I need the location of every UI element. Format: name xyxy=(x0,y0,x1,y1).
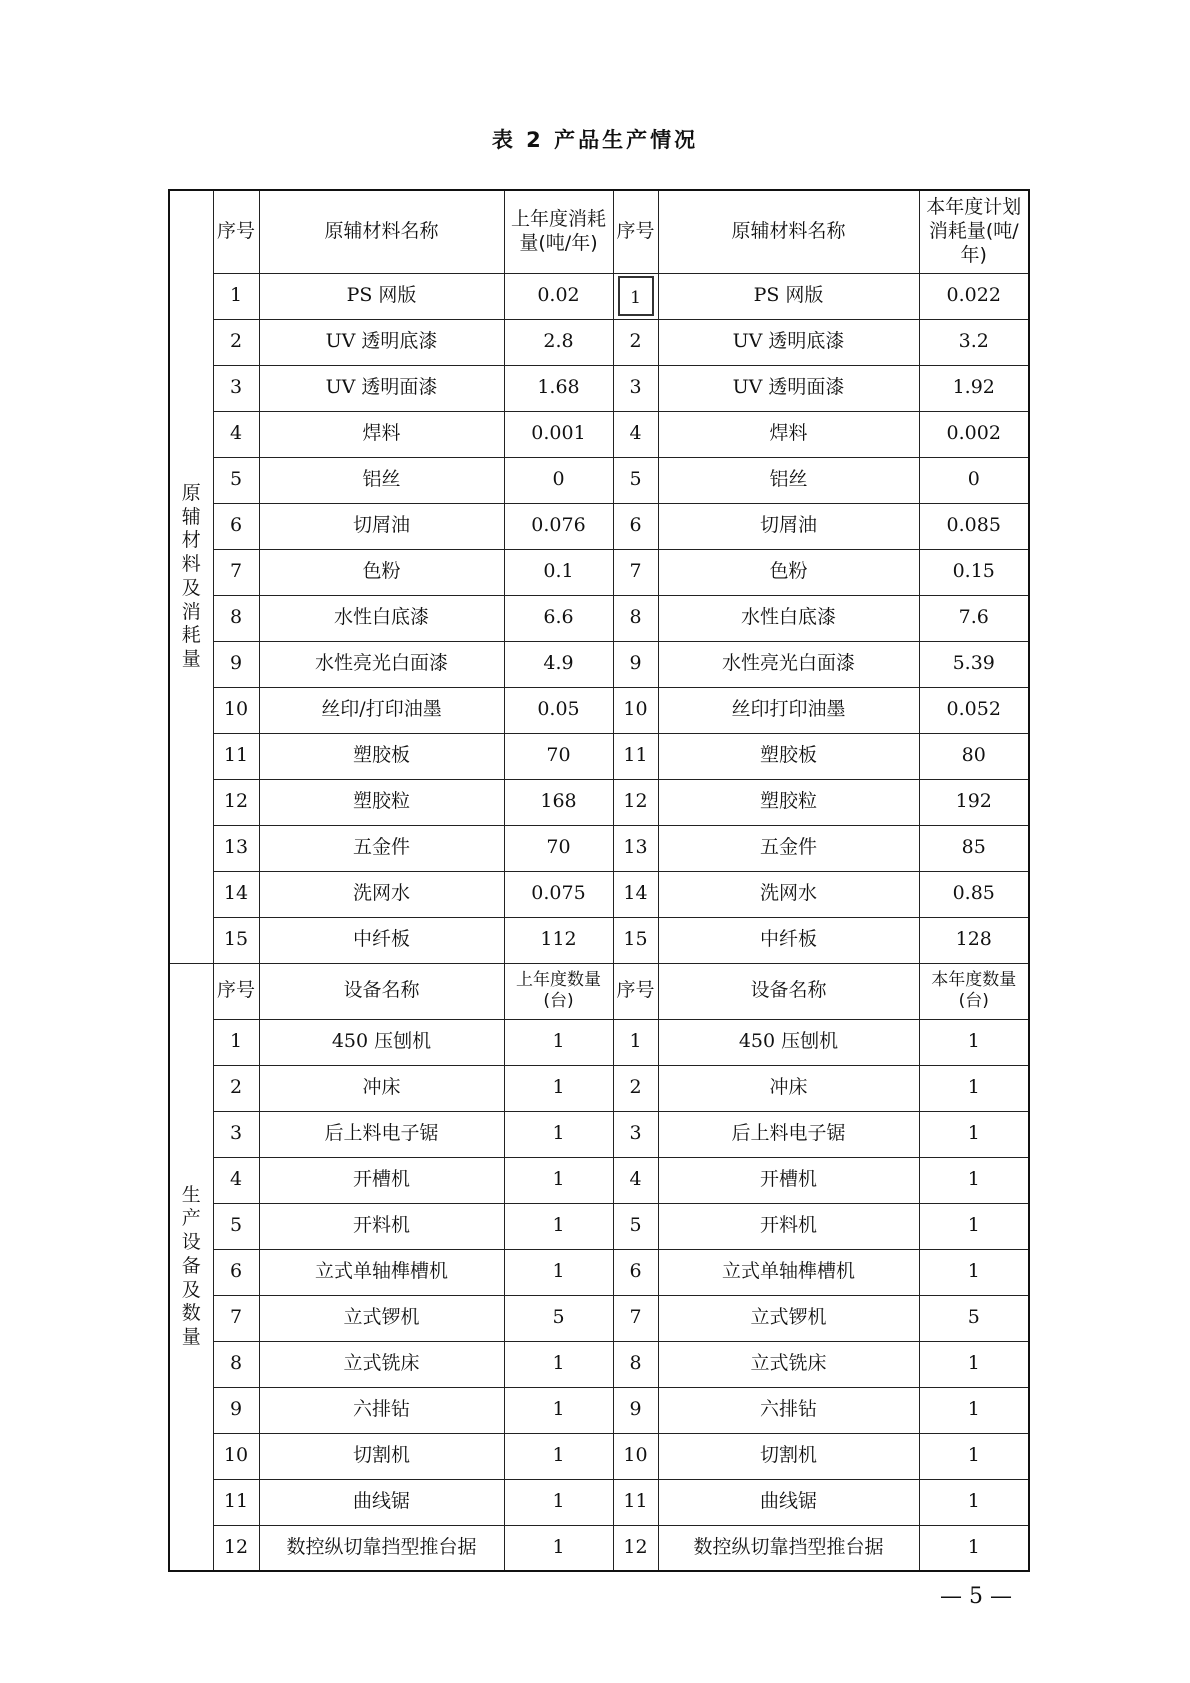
planned-value: 80 xyxy=(919,733,1029,779)
table-row xyxy=(169,1111,1029,1157)
last-year-quantity: 5 xyxy=(504,1295,613,1341)
equipment-header-row xyxy=(169,963,1029,1019)
header-seq: 序号 xyxy=(613,190,658,273)
material-name: 水性亮光白面漆 xyxy=(259,641,504,687)
equipment-name: 立式单轴榫槽机 xyxy=(658,1249,919,1295)
row-seq: 13 xyxy=(213,825,259,871)
material-name: 五金件 xyxy=(658,825,919,871)
material-name: 中纤板 xyxy=(658,917,919,963)
material-name: UV 透明底漆 xyxy=(658,319,919,365)
row-seq: 3 xyxy=(213,365,259,411)
header-this-year-quantity: 本年度数量(台) xyxy=(919,963,1029,1019)
material-name: UV 透明面漆 xyxy=(259,365,504,411)
side-label-char: 产 xyxy=(181,1207,201,1230)
row-seq: 8 xyxy=(213,1341,259,1387)
last-year-value: 0.075 xyxy=(504,871,613,917)
table-row xyxy=(169,1295,1029,1341)
row-seq: 3 xyxy=(613,365,658,411)
equipment-name: 六排钻 xyxy=(658,1387,919,1433)
header-material-name: 原辅材料名称 xyxy=(259,190,504,273)
header-last-year-consumption: 上年度消耗量(吨/年) xyxy=(504,190,613,273)
equipment-name: 立式铣床 xyxy=(259,1341,504,1387)
side-label-char: 量 xyxy=(181,1326,201,1349)
this-year-quantity: 1 xyxy=(919,1249,1029,1295)
header-equipment-name: 设备名称 xyxy=(658,963,919,1019)
side-label-char: 数 xyxy=(181,1302,201,1325)
equipment-name: 立式单轴榫槽机 xyxy=(259,1249,504,1295)
material-name: 铝丝 xyxy=(658,457,919,503)
this-year-quantity: 1 xyxy=(919,1111,1029,1157)
material-name: 色粉 xyxy=(658,549,919,595)
row-seq: 3 xyxy=(613,1111,658,1157)
row-seq: 9 xyxy=(213,1387,259,1433)
page-number: — 5 — xyxy=(940,1584,1012,1609)
last-year-quantity: 1 xyxy=(504,1111,613,1157)
side-label-char: 辅 xyxy=(181,505,201,528)
planned-value: 0.002 xyxy=(919,411,1029,457)
table-row xyxy=(169,595,1029,641)
row-seq: 8 xyxy=(613,1341,658,1387)
header-planned-consumption: 本年度计划消耗量(吨/年) xyxy=(919,190,1029,273)
equipment-name: 开料机 xyxy=(658,1203,919,1249)
row-seq: 15 xyxy=(613,917,658,963)
material-name: 切屑油 xyxy=(259,503,504,549)
material-name: 塑胶粒 xyxy=(658,779,919,825)
row-seq: 4 xyxy=(613,1157,658,1203)
highlighted-seq-box: 1 xyxy=(618,276,654,316)
material-name: 焊料 xyxy=(259,411,504,457)
last-year-value: 4.9 xyxy=(504,641,613,687)
row-seq: 7 xyxy=(613,549,658,595)
materials-header-row xyxy=(169,190,1029,273)
table-row xyxy=(169,733,1029,779)
this-year-quantity: 1 xyxy=(919,1157,1029,1203)
equipment-name: 曲线锯 xyxy=(259,1479,504,1525)
planned-value: 0.052 xyxy=(919,687,1029,733)
last-year-value: 112 xyxy=(504,917,613,963)
header-equipment-name: 设备名称 xyxy=(259,963,504,1019)
equipment-name: 冲床 xyxy=(658,1065,919,1111)
side-label-char: 料 xyxy=(181,553,201,575)
row-seq: 7 xyxy=(213,1295,259,1341)
last-year-quantity: 1 xyxy=(504,1249,613,1295)
header-last-year-quantity: 上年度数量(台) xyxy=(504,963,613,1019)
side-label-char: 生 xyxy=(181,1183,201,1206)
planned-value: 85 xyxy=(919,825,1029,871)
side-label-char: 及 xyxy=(181,1278,201,1301)
material-name: 水性亮光白面漆 xyxy=(658,641,919,687)
row-seq: 5 xyxy=(213,457,259,503)
table-row xyxy=(169,1203,1029,1249)
equipment-name: 冲床 xyxy=(259,1065,504,1111)
last-year-value: 70 xyxy=(504,825,613,871)
last-year-quantity: 1 xyxy=(504,1203,613,1249)
side-label-char: 备 xyxy=(181,1254,201,1277)
table-row xyxy=(169,319,1029,365)
row-seq: 10 xyxy=(613,687,658,733)
equipment-name: 曲线锯 xyxy=(658,1479,919,1525)
side-label-char: 耗 xyxy=(181,624,201,647)
table-row xyxy=(169,917,1029,963)
table-row xyxy=(169,687,1029,733)
equipment-name: 切割机 xyxy=(259,1433,504,1479)
equipment-name: 开槽机 xyxy=(658,1157,919,1203)
last-year-quantity: 1 xyxy=(504,1065,613,1111)
material-name: UV 透明底漆 xyxy=(259,319,504,365)
side-label-char: 材 xyxy=(181,529,201,552)
planned-value: 192 xyxy=(919,779,1029,825)
table-row xyxy=(169,1479,1029,1525)
last-year-value: 1.68 xyxy=(504,365,613,411)
last-year-value: 168 xyxy=(504,779,613,825)
row-seq: 10 xyxy=(213,687,259,733)
row-seq: 11 xyxy=(213,1479,259,1525)
planned-value: 0.85 xyxy=(919,871,1029,917)
equipment-name: 数控纵切靠挡型推台据 xyxy=(658,1525,919,1571)
table-row xyxy=(169,641,1029,687)
material-name: PS 网版 xyxy=(658,273,919,319)
equipment-name: 开槽机 xyxy=(259,1157,504,1203)
this-year-quantity: 1 xyxy=(919,1341,1029,1387)
this-year-quantity: 1 xyxy=(919,1019,1029,1065)
material-name: 焊料 xyxy=(658,411,919,457)
production-table xyxy=(168,189,1030,1572)
last-year-quantity: 1 xyxy=(504,1019,613,1065)
material-name: 丝印打印油墨 xyxy=(658,687,919,733)
row-seq: 15 xyxy=(213,917,259,963)
equipment-name: 450 压刨机 xyxy=(658,1019,919,1065)
table-row xyxy=(169,273,1029,319)
table-row xyxy=(169,1433,1029,1479)
section-side-label xyxy=(169,190,213,963)
material-name: PS 网版 xyxy=(259,273,504,319)
row-seq: 11 xyxy=(213,733,259,779)
side-label-char: 设 xyxy=(181,1231,201,1254)
planned-value: 128 xyxy=(919,917,1029,963)
table-row xyxy=(169,779,1029,825)
row-seq: 1 xyxy=(613,1019,658,1065)
table-row xyxy=(169,411,1029,457)
last-year-value: 0.1 xyxy=(504,549,613,595)
planned-value: 1.92 xyxy=(919,365,1029,411)
last-year-value: 0.001 xyxy=(504,411,613,457)
last-year-quantity: 1 xyxy=(504,1387,613,1433)
row-seq: 9 xyxy=(613,641,658,687)
planned-value: 0.022 xyxy=(919,273,1029,319)
row-seq: 6 xyxy=(613,503,658,549)
material-name: 塑胶板 xyxy=(259,733,504,779)
side-label-char: 量 xyxy=(181,648,201,670)
this-year-quantity: 1 xyxy=(919,1065,1029,1111)
material-name: 洗网水 xyxy=(259,871,504,917)
row-seq: 11 xyxy=(613,733,658,779)
row-seq: 13 xyxy=(613,825,658,871)
material-name: UV 透明面漆 xyxy=(658,365,919,411)
material-name: 塑胶粒 xyxy=(259,779,504,825)
table-row xyxy=(169,1019,1029,1065)
equipment-name: 立式铣床 xyxy=(658,1341,919,1387)
table-row xyxy=(169,871,1029,917)
this-year-quantity: 5 xyxy=(919,1295,1029,1341)
material-name: 水性白底漆 xyxy=(658,595,919,641)
table-row xyxy=(169,1157,1029,1203)
row-seq: 8 xyxy=(613,595,658,641)
header-seq: 序号 xyxy=(613,963,658,1019)
last-year-value: 0.05 xyxy=(504,687,613,733)
row-seq xyxy=(613,273,658,319)
row-seq: 9 xyxy=(613,1387,658,1433)
table-row xyxy=(169,825,1029,871)
this-year-quantity: 1 xyxy=(919,1479,1029,1525)
equipment-name: 数控纵切靠挡型推台据 xyxy=(259,1525,504,1571)
row-seq: 4 xyxy=(613,411,658,457)
row-seq: 1 xyxy=(213,1019,259,1065)
last-year-value: 0 xyxy=(504,457,613,503)
material-name: 中纤板 xyxy=(259,917,504,963)
table-row xyxy=(169,1525,1029,1571)
row-seq: 14 xyxy=(213,871,259,917)
material-name: 水性白底漆 xyxy=(259,595,504,641)
equipment-name: 立式锣机 xyxy=(658,1295,919,1341)
table-row xyxy=(169,457,1029,503)
last-year-quantity: 1 xyxy=(504,1525,613,1571)
last-year-value: 2.8 xyxy=(504,319,613,365)
row-seq: 2 xyxy=(613,319,658,365)
planned-value: 7.6 xyxy=(919,595,1029,641)
side-label-char: 原 xyxy=(181,481,201,504)
row-seq: 8 xyxy=(213,595,259,641)
last-year-quantity: 1 xyxy=(504,1433,613,1479)
equipment-name: 立式锣机 xyxy=(259,1295,504,1341)
planned-value: 3.2 xyxy=(919,319,1029,365)
equipment-name: 450 压刨机 xyxy=(259,1019,504,1065)
row-seq: 2 xyxy=(613,1065,658,1111)
row-seq: 5 xyxy=(613,457,658,503)
table-row xyxy=(169,549,1029,595)
planned-value: 5.39 xyxy=(919,641,1029,687)
header-seq: 序号 xyxy=(213,190,259,273)
header-material-name: 原辅材料名称 xyxy=(658,190,919,273)
equipment-name: 六排钻 xyxy=(259,1387,504,1433)
row-seq: 10 xyxy=(613,1433,658,1479)
row-seq: 2 xyxy=(213,319,259,365)
this-year-quantity: 1 xyxy=(919,1525,1029,1571)
this-year-quantity: 1 xyxy=(919,1203,1029,1249)
row-seq: 5 xyxy=(213,1203,259,1249)
table-row xyxy=(169,365,1029,411)
table-title: 表 2 产品生产情况 xyxy=(491,128,699,152)
section-side-label xyxy=(169,963,213,1571)
row-seq: 2 xyxy=(213,1065,259,1111)
row-seq: 14 xyxy=(613,871,658,917)
material-name: 色粉 xyxy=(259,549,504,595)
row-seq: 12 xyxy=(613,779,658,825)
last-year-quantity: 1 xyxy=(504,1341,613,1387)
table-row xyxy=(169,503,1029,549)
last-year-value: 6.6 xyxy=(504,595,613,641)
last-year-quantity: 1 xyxy=(504,1157,613,1203)
row-seq: 4 xyxy=(213,411,259,457)
row-seq: 12 xyxy=(213,1525,259,1571)
side-label-char: 消 xyxy=(181,600,201,623)
table-row xyxy=(169,1387,1029,1433)
equipment-name: 切割机 xyxy=(658,1433,919,1479)
side-label-char: 及 xyxy=(181,576,201,599)
material-name: 丝印/打印油墨 xyxy=(259,687,504,733)
last-year-quantity: 1 xyxy=(504,1479,613,1525)
material-name: 塑胶板 xyxy=(658,733,919,779)
row-seq: 6 xyxy=(213,1249,259,1295)
material-name: 五金件 xyxy=(259,825,504,871)
row-seq: 1 xyxy=(213,273,259,319)
planned-value: 0 xyxy=(919,457,1029,503)
row-seq: 12 xyxy=(213,779,259,825)
last-year-value: 0.02 xyxy=(504,273,613,319)
row-seq: 5 xyxy=(613,1203,658,1249)
material-name: 切屑油 xyxy=(658,503,919,549)
production-table-body xyxy=(169,190,1029,1571)
row-seq: 7 xyxy=(213,549,259,595)
row-seq: 7 xyxy=(613,1295,658,1341)
last-year-value: 0.076 xyxy=(504,503,613,549)
row-seq: 6 xyxy=(213,503,259,549)
material-name: 洗网水 xyxy=(658,871,919,917)
planned-value: 0.15 xyxy=(919,549,1029,595)
row-seq: 3 xyxy=(213,1111,259,1157)
this-year-quantity: 1 xyxy=(919,1433,1029,1479)
table-row xyxy=(169,1341,1029,1387)
material-name: 铝丝 xyxy=(259,457,504,503)
row-seq: 12 xyxy=(613,1525,658,1571)
table-row xyxy=(169,1249,1029,1295)
row-seq: 9 xyxy=(213,641,259,687)
header-seq: 序号 xyxy=(213,963,259,1019)
row-seq: 6 xyxy=(613,1249,658,1295)
this-year-quantity: 1 xyxy=(919,1387,1029,1433)
last-year-value: 70 xyxy=(504,733,613,779)
equipment-name: 后上料电子锯 xyxy=(658,1111,919,1157)
equipment-name: 开料机 xyxy=(259,1203,504,1249)
table-row xyxy=(169,1065,1029,1111)
row-seq: 10 xyxy=(213,1433,259,1479)
row-seq: 4 xyxy=(213,1157,259,1203)
row-seq: 11 xyxy=(613,1479,658,1525)
equipment-name: 后上料电子锯 xyxy=(259,1111,504,1157)
planned-value: 0.085 xyxy=(919,503,1029,549)
